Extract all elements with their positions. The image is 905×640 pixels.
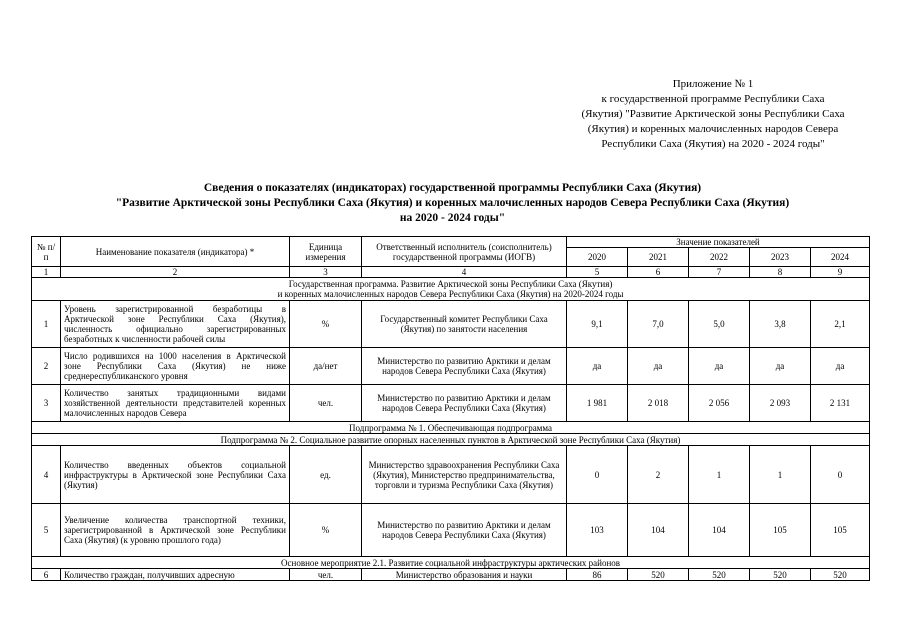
- appendix-line: Республики Саха (Якутия) на 2020 - 2024 годы": [601, 138, 825, 150]
- appendix-line: к государственной программе Республики Саха: [601, 93, 825, 105]
- row-no: 4: [32, 446, 61, 504]
- row-value: 520: [750, 569, 811, 581]
- row-name: Количество введенных объектов социальной инфраструктуры в Арктической зоне Республики Саха (Якутия): [61, 446, 290, 504]
- document-title: [30, 181, 875, 226]
- header-executor: Ответственный исполнитель (соисполнитель) государственной программы (ИОГВ): [362, 237, 567, 267]
- row-value: 104: [628, 504, 689, 557]
- title-line: на 2020 - 2024 годы": [399, 212, 506, 224]
- row-value: да: [567, 348, 628, 385]
- header-values-group: Значение показателей: [567, 237, 870, 248]
- row-no: 6: [32, 569, 61, 581]
- row-value: 0: [567, 446, 628, 504]
- table-row: [32, 301, 870, 348]
- subprogram1-row: [32, 422, 870, 434]
- col-number: 6: [628, 267, 689, 278]
- row-unit: чел.: [290, 385, 362, 422]
- row-name: Увеличение количества транспортной техники, зарегистрированной в Арктической зоне Республики Саха (Якутия) (к уровню прошлого года): [61, 504, 290, 557]
- row-value: да: [628, 348, 689, 385]
- row-value: 2 131: [811, 385, 870, 422]
- table-row: [32, 569, 870, 581]
- col-number: 9: [811, 267, 870, 278]
- measure21-section: Основное мероприятие 2.1. Развитие социальной инфраструктуры арктических районов: [32, 557, 870, 569]
- col-number: 3: [290, 267, 362, 278]
- row-value: 2 018: [628, 385, 689, 422]
- row-no: 2: [32, 348, 61, 385]
- row-value: 2 093: [750, 385, 811, 422]
- row-name: Количество занятых традиционными видами хозяйственной деятельности представителей коренных малочисленных народов Севера: [61, 385, 290, 422]
- row-value: 520: [628, 569, 689, 581]
- col-number: 7: [689, 267, 750, 278]
- row-value: 105: [811, 504, 870, 557]
- program-section-line: и коренных малочисленных народов Севера Республики Саха (Якутия) на 2020-2024 годы: [277, 289, 624, 299]
- row-unit: %: [290, 301, 362, 348]
- row-unit: да/нет: [290, 348, 362, 385]
- row-value: 1: [689, 446, 750, 504]
- header-name: Наименование показателя (индикатора) *: [61, 237, 290, 267]
- title-line: "Развитие Арктической зоны Республики Саха (Якутия) и коренных малочисленных народов Севера Республики Саха (Якутия): [115, 197, 790, 209]
- row-value: да: [689, 348, 750, 385]
- header-unit: Единица измерения: [290, 237, 362, 267]
- indicators-table: [31, 236, 870, 581]
- row-executor: Министерство по развитию Арктики и делам народов Севера Республики Саха (Якутия): [362, 385, 567, 422]
- program-section-row: [32, 278, 870, 301]
- row-unit: %: [290, 504, 362, 557]
- header-no: № п/п: [32, 237, 61, 267]
- row-unit: чел.: [290, 569, 362, 581]
- row-executor: Министерство по развитию Арктики и делам народов Севера Республики Саха (Якутия): [362, 348, 567, 385]
- row-executor: Министерство образования и науки: [362, 569, 567, 581]
- header-row: [32, 237, 870, 248]
- table-row: [32, 385, 870, 422]
- row-value: 5,0: [689, 301, 750, 348]
- row-value: 2,1: [811, 301, 870, 348]
- appendix-header: [548, 77, 878, 152]
- row-executor: Министерство здравоохранения Республики Саха (Якутия), Министерство предпринимательства, торговли и туризма Республики Саха (Якутия): [362, 446, 567, 504]
- row-value: 520: [811, 569, 870, 581]
- row-value: 2 056: [689, 385, 750, 422]
- row-name: Количество граждан, получивших адресную: [61, 569, 290, 581]
- table-row: [32, 348, 870, 385]
- table-row: [32, 504, 870, 557]
- row-value: 7,0: [628, 301, 689, 348]
- subprogram2-row: [32, 434, 870, 446]
- row-no: 1: [32, 301, 61, 348]
- row-value: 1: [750, 446, 811, 504]
- header-year: 2022: [689, 248, 750, 267]
- appendix-line: Приложение № 1: [672, 78, 754, 90]
- header-year: 2020: [567, 248, 628, 267]
- table-row: [32, 446, 870, 504]
- row-name: Число родившихся на 1000 населения в Арктической зоне Республики Саха (Якутия) не ниже среднереспубликанского уровня: [61, 348, 290, 385]
- row-value: 2: [628, 446, 689, 504]
- col-number: 8: [750, 267, 811, 278]
- header-year: 2023: [750, 248, 811, 267]
- row-value: 103: [567, 504, 628, 557]
- row-value: да: [750, 348, 811, 385]
- row-executor: Министерство по развитию Арктики и делам народов Севера Республики Саха (Якутия): [362, 504, 567, 557]
- row-value: 9,1: [567, 301, 628, 348]
- header-year: 2021: [628, 248, 689, 267]
- measure21-row: [32, 557, 870, 569]
- row-value: 104: [689, 504, 750, 557]
- row-no: 3: [32, 385, 61, 422]
- col-number: 1: [32, 267, 61, 278]
- row-no: 5: [32, 504, 61, 557]
- program-section-line: Государственная программа. Развитие Арктической зоны Республики Саха (Якутия): [288, 279, 613, 289]
- row-executor: Государственный комитет Республики Саха (Якутия) по занятости населения: [362, 301, 567, 348]
- col-number: 4: [362, 267, 567, 278]
- row-value: 86: [567, 569, 628, 581]
- col-number: 5: [567, 267, 628, 278]
- row-unit: ед.: [290, 446, 362, 504]
- subprogram2-section: Подпрограмма № 2. Социальное развитие опорных населенных пунктов в Арктической зоне Республики Саха (Якутия): [32, 434, 870, 446]
- row-value: да: [811, 348, 870, 385]
- row-value: 0: [811, 446, 870, 504]
- row-value: 3,8: [750, 301, 811, 348]
- appendix-line: (Якутия) и коренных малочисленных народов Севера: [587, 123, 839, 135]
- row-name: Уровень зарегистрированной безработицы в Арктической зоне Республики Саха (Якутия), численность официально зарегистрированных безработных к численности рабочей силы: [61, 301, 290, 348]
- column-numbers-row: [32, 267, 870, 278]
- row-value: 105: [750, 504, 811, 557]
- header-year: 2024: [811, 248, 870, 267]
- row-value: 1 981: [567, 385, 628, 422]
- subprogram1-section: Подпрограмма № 1. Обеспечивающая подпрограмма: [32, 422, 870, 434]
- row-value: 520: [689, 569, 750, 581]
- program-section: [32, 278, 870, 301]
- title-line: Сведения о показателях (индикаторах) государственной программы Республики Саха (Якутия): [203, 182, 702, 194]
- appendix-line: (Якутия) "Развитие Арктической зоны Республики Саха: [581, 108, 845, 120]
- col-number: 2: [61, 267, 290, 278]
